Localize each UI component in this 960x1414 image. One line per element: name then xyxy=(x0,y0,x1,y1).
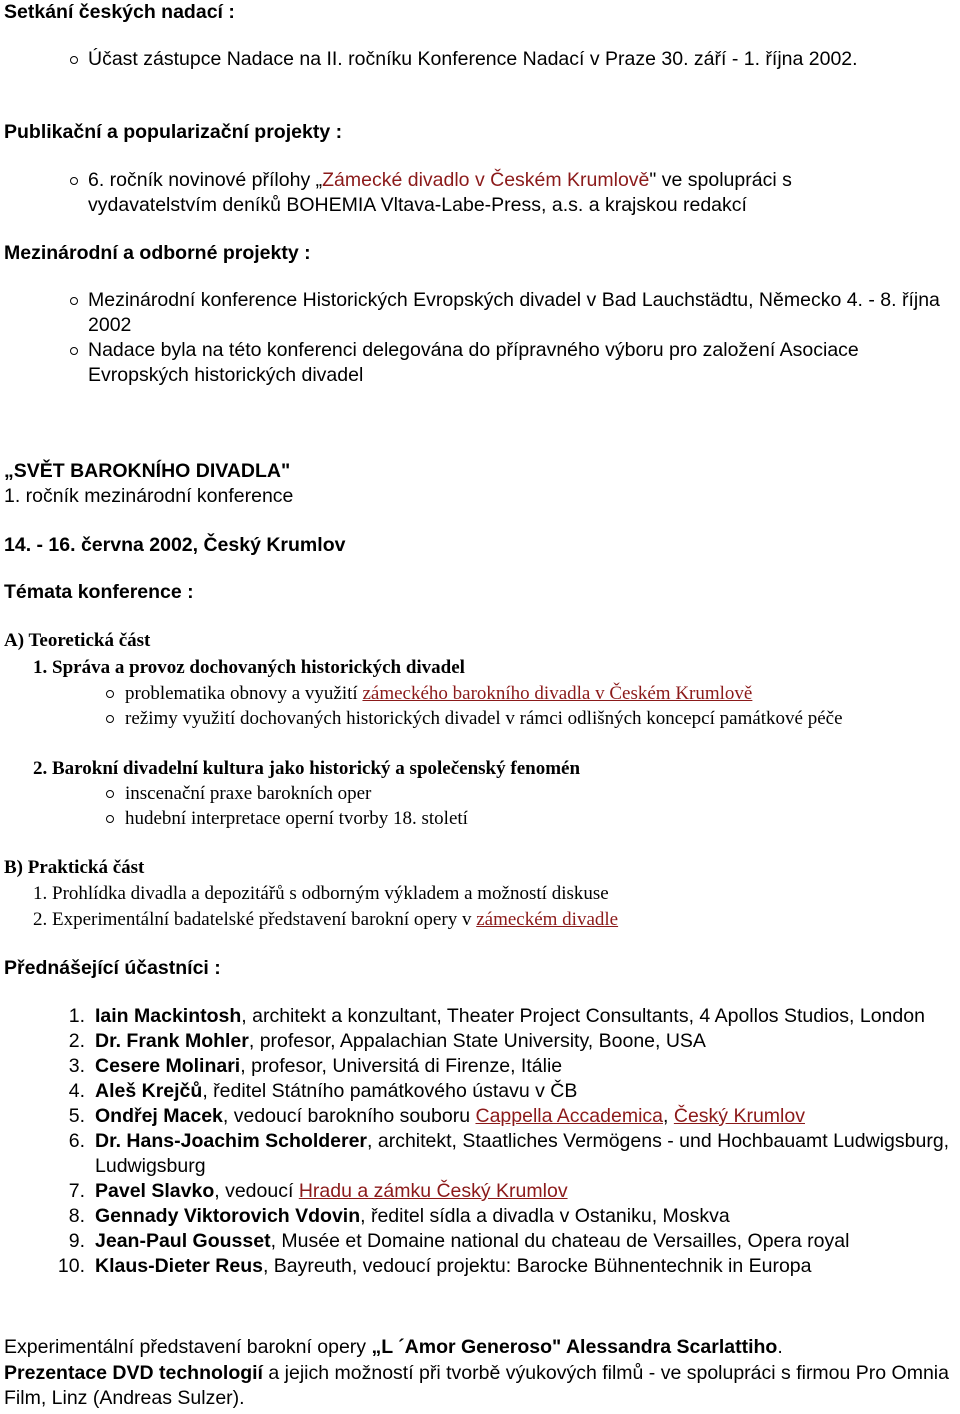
heading-publications: Publikační a popularizační projekty : xyxy=(4,121,343,143)
list-item: 6. ročník novinové přílohy „Zámecké divadlo v Českém Krumlově" ve spolupráci s vydavatelstvím deníků BOHEMIA Vltava-Labe-Press, a.s. a krajskou redakcí xyxy=(0,168,905,218)
dvd-paragraph: Prezentace DVD technologií a jejich možností při tvorbě výukových filmů - ve spolupráci s firmou Pro Omnia Film, Linz (Andreas Sulzer). xyxy=(4,1362,949,1409)
czech-foundations-list xyxy=(0,47,910,72)
topic-1-title: 1. Správa a provoz dochovaných historických divadel xyxy=(33,657,465,678)
conference-dates: 14. - 16. června 2002, Český Krumlov xyxy=(4,534,346,556)
cesky-krumlov-link[interactable]: Český Krumlov xyxy=(673,1105,805,1127)
speaker-item: 10. Klaus-Dieter Reus, Bayreuth, vedoucí projektu: Barocke Bühnentechnik in Europa xyxy=(57,1255,812,1277)
conference-title: „SVĚT BAROKNÍHO DIVADLA" xyxy=(4,460,291,482)
speaker-item: 6. Dr. Hans-Joachim Scholderer, architekt, Staatliches Vermögens - und Hochbauamt Ludwigsburg, Ludwigsburg xyxy=(68,1130,950,1177)
topic-2-list xyxy=(0,781,900,831)
heading-international: Mezinárodní a odborné projekty : xyxy=(4,242,311,264)
baroque-theatre-link[interactable]: zámeckého barokního divadla v Českém Krumlově xyxy=(362,683,753,704)
part-a-heading: A) Teoretická část xyxy=(4,630,151,651)
speaker-item: 4. Aleš Krejčů, ředitel Státního památkového ústavu v ČB xyxy=(68,1080,578,1102)
speakers-heading: Přednášející účastníci : xyxy=(4,957,221,979)
list-item: režimy využití dochovaných historických divadel v rámci odlišných koncepcí památkové péče xyxy=(0,706,960,731)
speaker-item: 8. Gennady Viktorovich Vdovin, ředitel sídla a divadla v Ostaniku, Moskva xyxy=(68,1205,730,1227)
topic-2-title: 2. Barokní divadelní kultura jako historický a společenský fenomén xyxy=(33,758,581,779)
supplement-link[interactable]: Zámecké divadlo v Českém Krumlově xyxy=(322,169,650,191)
speaker-item: 1. Iain Mackintosh, architekt a konzultant, Theater Project Consultants, 4 Apollos Studios, London xyxy=(68,1005,925,1027)
list-item: inscenační praxe barokních oper xyxy=(0,781,900,806)
topics-heading: Témata konference : xyxy=(4,581,194,603)
speaker-item: 3. Cesere Molinari, profesor, Universitá di Firenze, Itálie xyxy=(68,1055,563,1077)
topic-1-list xyxy=(0,681,960,731)
practical-item-1: 1. Prohlídka divadla a depozitářů s odborným výkladem a možností diskuse xyxy=(33,883,609,904)
list-item: hudební interpretace operní tvorby 18. století xyxy=(0,806,900,831)
practical-item-2: 2. Experimentální badatelské představení barokní opery v zámeckém divadle xyxy=(33,909,619,930)
castle-link[interactable]: Hradu a zámku Český Krumlov xyxy=(298,1180,568,1202)
heading-czech-foundations: Setkání českých nadací : xyxy=(4,1,235,23)
list-item: Účast zástupce Nadace na II. ročníku Konference Nadací v Praze 30. září - 1. října 2002. xyxy=(0,47,910,72)
list-item: problematika obnovy a využití zámeckého barokního divadla v Českém Krumlově xyxy=(0,681,960,706)
performance-paragraph: Experimentální představení barokní opery „L ´Amor Generoso" Alessandra Scarlattiho. xyxy=(4,1336,783,1358)
international-list xyxy=(0,288,950,388)
speakers-list xyxy=(0,1004,960,1279)
speaker-item: 2. Dr. Frank Mohler, profesor, Appalachian State University, Boone, USA xyxy=(68,1030,706,1052)
conference-subtitle: 1. ročník mezinárodní konference xyxy=(4,485,294,507)
speaker-item: 9. Jean-Paul Gousset, Musée et Domaine national du chateau de Versailles, Opera royal xyxy=(68,1230,850,1252)
list-item: Mezinárodní konference Historických Evropských divadel v Bad Lauchstädtu, Německo 4. - 8. října 2002 xyxy=(0,288,950,338)
speaker-item: 7. Pavel Slavko, vedoucí Hradu a zámku Český Krumlov xyxy=(68,1180,568,1202)
speaker-item: 5. Ondřej Macek, vedoucí barokního souboru Cappella Accademica, Český Krumlov xyxy=(68,1105,805,1127)
castle-theatre-link[interactable]: zámeckém divadle xyxy=(476,909,619,930)
publications-list xyxy=(0,168,905,218)
list-item: Nadace byla na této konferenci delegována do přípravného výboru pro založení Asociace Evropských historických divadel xyxy=(0,338,950,388)
cappella-accademica-link[interactable]: Cappella Accademica xyxy=(475,1105,664,1127)
part-b-heading: B) Praktická část xyxy=(4,857,145,878)
